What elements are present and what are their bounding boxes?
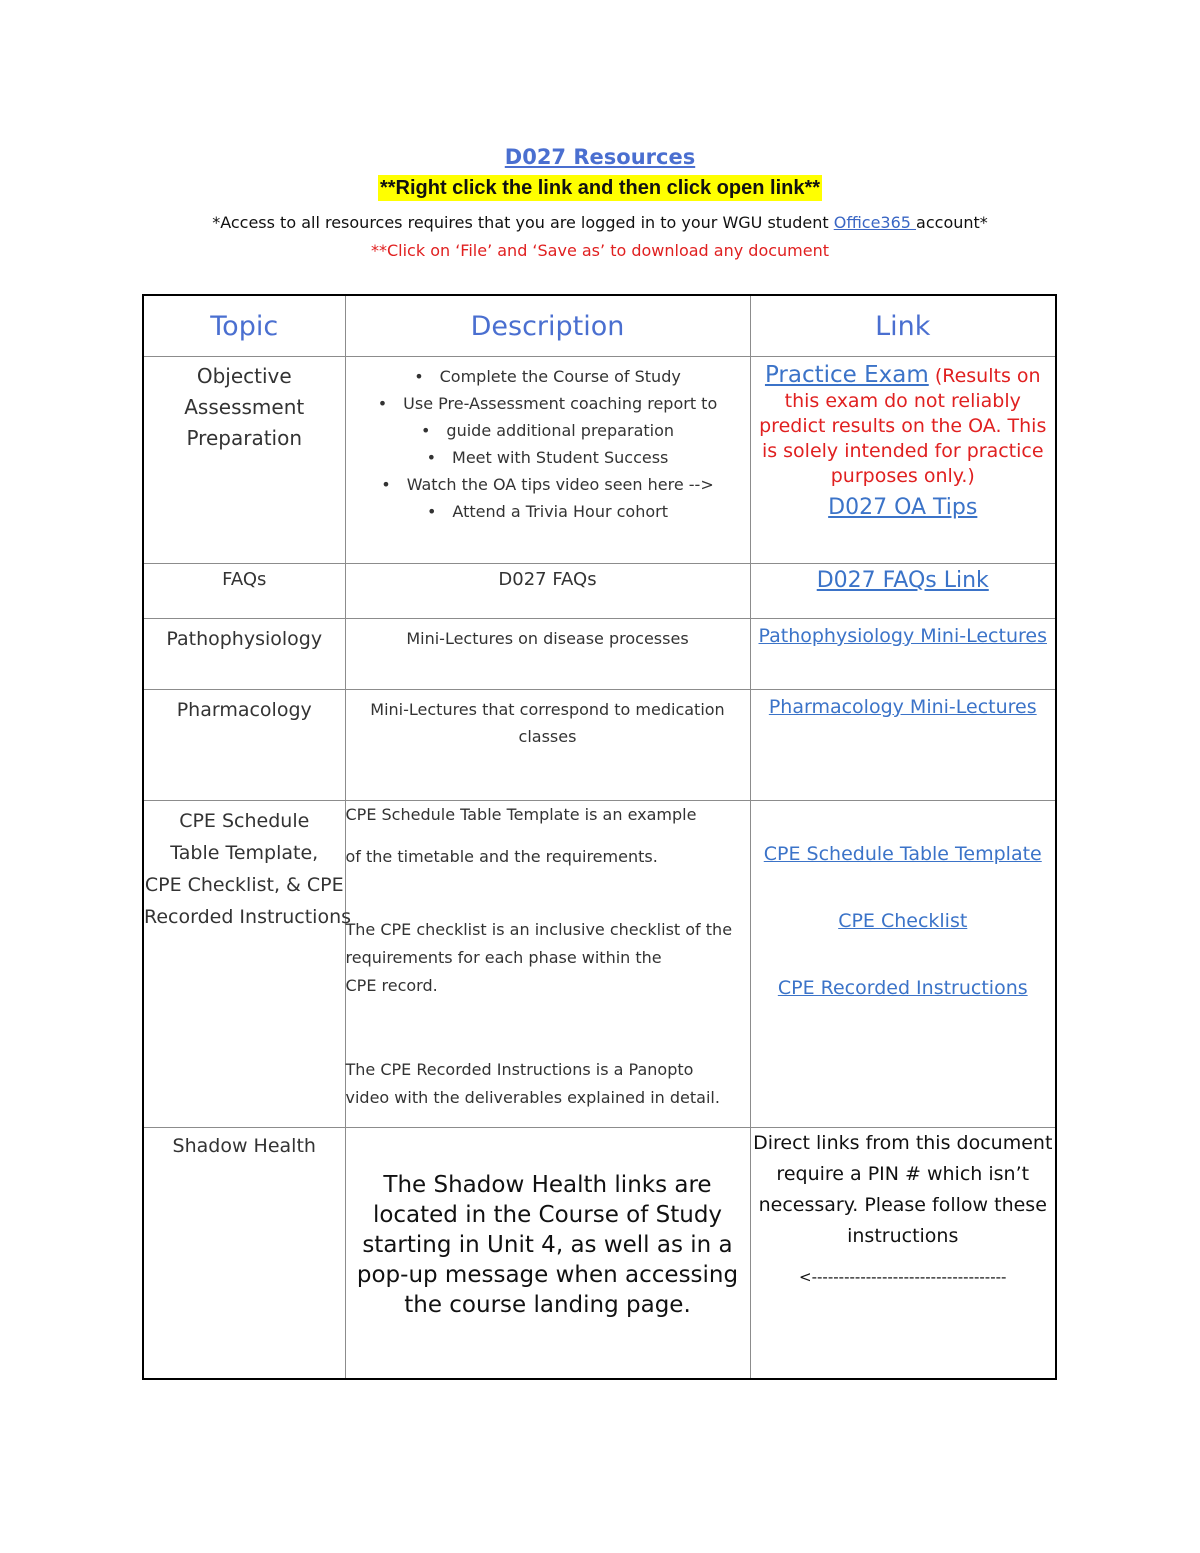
- cpe-desc-text: The CPE Recorded Instructions is a Panopto: [345, 1060, 694, 1079]
- table-row-pharm: [143, 690, 1056, 801]
- list-item: • Meet with Student Success: [346, 444, 750, 471]
- oa-tips-link[interactable]: D027 OA Tips: [828, 495, 978, 520]
- topic-faqs: FAQs: [143, 564, 345, 619]
- list-item: • Watch the OA tips video seen here -->: [346, 471, 750, 498]
- oa-tips-block: [751, 495, 1056, 520]
- pharmacology-link[interactable]: Pharmacology Mini-Lectures: [768, 696, 1037, 718]
- table-row-objective: [143, 357, 1056, 564]
- access-note: [0, 213, 1200, 232]
- practice-exam-block: [751, 363, 1056, 489]
- list-item: • Attend a Trivia Hour cohort: [346, 498, 750, 525]
- page-title: [0, 145, 1200, 169]
- cpe-desc-text: requirements for each phase within the: [345, 948, 662, 967]
- link-faqs-cell: [750, 564, 1056, 619]
- instruction-banner: [0, 177, 1200, 200]
- link-shadow-cell: [750, 1128, 1056, 1380]
- practice-exam-note: (Results on this exam do not reliably predict results on the OA. This is solely intended for practice purposes only.): [759, 365, 1047, 487]
- office365-link[interactable]: Office365: [833, 213, 917, 232]
- header-description: Description: [345, 295, 750, 357]
- oa-prep-list: [346, 357, 750, 525]
- resources-title-link[interactable]: D027 Resources: [504, 145, 696, 169]
- header-link: Link: [750, 295, 1056, 357]
- cpe-checklist-link[interactable]: CPE Checklist: [838, 910, 968, 932]
- resources-table: [142, 294, 1057, 1380]
- description-pathophysiology: Mini-Lectures on disease processes: [345, 619, 750, 690]
- pathophysiology-link[interactable]: Pathophysiology Mini-Lectures: [758, 625, 1047, 647]
- cpe-desc-text: of the timetable and the requirements.: [345, 847, 658, 866]
- list-item-continued: [346, 417, 750, 444]
- topic-line: CPE Schedule: [179, 810, 310, 832]
- table-row-faqs: [143, 564, 1056, 619]
- cpe-desc-text: video with the deliverables explained in detail.: [345, 1088, 720, 1107]
- description-objective: [345, 357, 750, 564]
- topic-pharmacology: Pharmacology: [143, 690, 345, 801]
- link-patho-cell: [750, 619, 1056, 690]
- table-row-patho: [143, 619, 1056, 690]
- topic-objective: [143, 357, 345, 564]
- topic-line: Recorded Instructions: [144, 906, 352, 928]
- shadow-health-note: Direct links from this document require a PIN # which isn’t necessary. Please follow these instructions: [753, 1132, 1053, 1247]
- table-header-row: [143, 295, 1056, 357]
- description-cpe: [345, 801, 750, 1128]
- practice-exam-link[interactable]: Practice Exam: [764, 362, 929, 388]
- list-item-text: guide additional preparation: [446, 421, 675, 440]
- link-cpe-cell: [750, 801, 1056, 1128]
- topic-line: CPE Checklist, & CPE: [144, 874, 344, 896]
- topic-line: Table Template,: [170, 842, 319, 864]
- list-item: • Complete the Course of Study: [346, 363, 750, 390]
- topic-line: Assessment: [184, 395, 305, 419]
- description-pharmacology: Mini-Lectures that correspond to medication classes: [345, 690, 750, 801]
- description-shadow-health: The Shadow Health links are located in the Course of Study starting in Unit 4, as well as in a pop-up message when accessing the course landing page.: [345, 1128, 750, 1380]
- access-note-text: *Access to all resources requires that you are logged in to your WGU student: [212, 213, 834, 232]
- table-row-shadow: [143, 1128, 1056, 1380]
- cpe-desc-text: CPE Schedule Table Template is an example: [345, 805, 697, 824]
- cpe-desc-text: The CPE checklist is an inclusive checklist of the: [345, 920, 733, 939]
- topic-shadow-health: Shadow Health: [143, 1128, 345, 1380]
- description-faqs: D027 FAQs: [345, 564, 750, 619]
- table-row-cpe: [143, 801, 1056, 1128]
- topic-cpe: [143, 801, 352, 1128]
- save-note: **Click on ‘File’ and ‘Save as’ to download any document: [370, 241, 830, 260]
- link-pharm-cell: [750, 690, 1056, 801]
- faqs-link[interactable]: D027 FAQs Link: [816, 568, 989, 593]
- header-topic: Topic: [143, 295, 345, 357]
- topic-line: Objective: [196, 364, 292, 388]
- topic-pathophysiology: Pathophysiology: [143, 619, 345, 690]
- list-item: • Use Pre-Assessment coaching report to: [346, 390, 750, 417]
- instruction-highlight: **Right click the link and then click open link**: [379, 177, 821, 199]
- topic-line: Preparation: [186, 426, 303, 450]
- cpe-desc-text: CPE record.: [345, 976, 438, 995]
- shadow-health-arrow: <------------------------------------: [799, 1268, 1007, 1286]
- link-objective: [750, 357, 1056, 564]
- access-note-suffix: account*: [916, 213, 988, 232]
- cpe-schedule-template-link[interactable]: CPE Schedule Table Template: [763, 843, 1042, 865]
- cpe-recorded-instructions-link[interactable]: CPE Recorded Instructions: [777, 977, 1028, 999]
